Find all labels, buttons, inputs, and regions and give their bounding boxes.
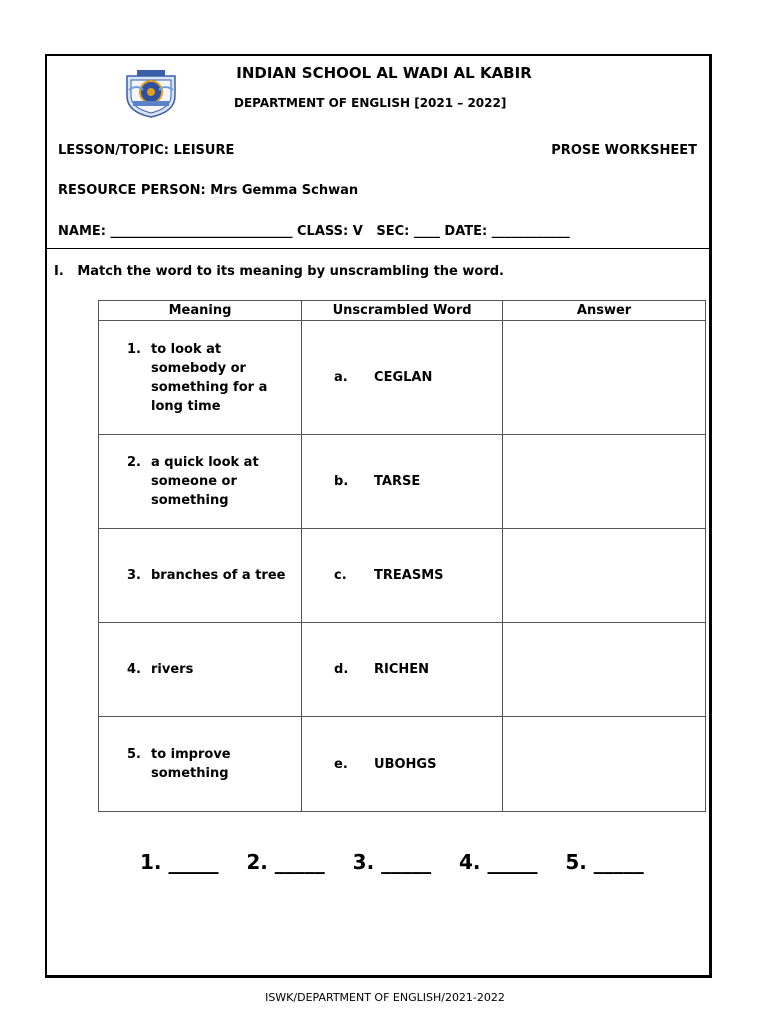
item-letter: c. bbox=[334, 568, 347, 583]
school-name: INDIAN SCHOOL AL WADI AL KABIR bbox=[236, 64, 532, 82]
meaning-text: rivers bbox=[151, 662, 194, 677]
scrambled-word: TREASMS bbox=[374, 568, 444, 583]
item-letter: b. bbox=[334, 474, 349, 489]
scrambled-cell bbox=[302, 435, 503, 529]
answer-blanks[interactable]: 1. _____ 2. _____ 3. _____ 4. _____ 5. _____ bbox=[140, 850, 644, 874]
table-header-row bbox=[99, 301, 706, 321]
scrambled-word: TARSE bbox=[374, 474, 421, 489]
item-letter: e. bbox=[334, 756, 348, 772]
table-row bbox=[99, 321, 706, 435]
item-number: 1. bbox=[127, 341, 141, 357]
scrambled-cell bbox=[302, 623, 503, 717]
item-number: 5. bbox=[127, 747, 141, 762]
item-number: 4. bbox=[127, 662, 141, 677]
header-unscrambled-word: Unscrambled Word bbox=[302, 301, 503, 321]
table-row bbox=[99, 435, 706, 529]
item-number: 3. bbox=[127, 568, 141, 583]
student-info-line: NAME: ____________________________ CLASS: V SEC: ____ DATE: ____________ bbox=[58, 224, 570, 239]
table-row bbox=[99, 529, 706, 623]
scrambled-word: RICHEN bbox=[374, 662, 430, 677]
table-row bbox=[99, 623, 706, 717]
item-number: 2. bbox=[127, 455, 141, 470]
meaning-text: branches of a tree bbox=[151, 568, 286, 583]
meaning-cell bbox=[99, 321, 302, 435]
scrambled-word: UBOHGS bbox=[374, 756, 437, 772]
header-answer: Answer bbox=[503, 301, 706, 321]
answer-cell[interactable] bbox=[503, 321, 706, 435]
table-row bbox=[99, 717, 706, 812]
instruction: I. Match the word to its meaning by unscrambling the word. bbox=[54, 264, 504, 279]
matching-table bbox=[98, 300, 706, 812]
answer-cell[interactable] bbox=[503, 717, 706, 812]
scrambled-cell bbox=[302, 717, 503, 812]
item-letter: a. bbox=[334, 370, 348, 385]
scrambled-cell bbox=[302, 529, 503, 623]
scrambled-cell bbox=[302, 321, 503, 435]
answer-cell[interactable] bbox=[503, 529, 706, 623]
resource-person: RESOURCE PERSON: Mrs Gemma Schwan bbox=[58, 183, 359, 198]
answer-cell[interactable] bbox=[503, 435, 706, 529]
item-letter: d. bbox=[334, 662, 349, 677]
department-title: DEPARTMENT OF ENGLISH [2021 – 2022] bbox=[234, 96, 507, 110]
worksheet-type: PROSE WORKSHEET bbox=[551, 143, 697, 158]
answer-cell[interactable] bbox=[503, 623, 706, 717]
meaning-cell bbox=[99, 623, 302, 717]
scrambled-word: CEGLAN bbox=[374, 370, 433, 385]
page-footer: ISWK/DEPARTMENT OF ENGLISH/2021-2022 bbox=[265, 991, 505, 1004]
meaning-cell bbox=[99, 435, 302, 529]
meaning-text: a quick look at someone or something bbox=[151, 455, 259, 508]
meaning-cell bbox=[99, 529, 302, 623]
header-meaning: Meaning bbox=[99, 301, 302, 321]
lesson-topic: LESSON/TOPIC: LEISURE bbox=[58, 143, 235, 158]
meaning-text: to look at somebody or something for a long time bbox=[151, 341, 268, 414]
meaning-text: to improve something bbox=[151, 747, 231, 781]
meaning-cell bbox=[99, 717, 302, 812]
